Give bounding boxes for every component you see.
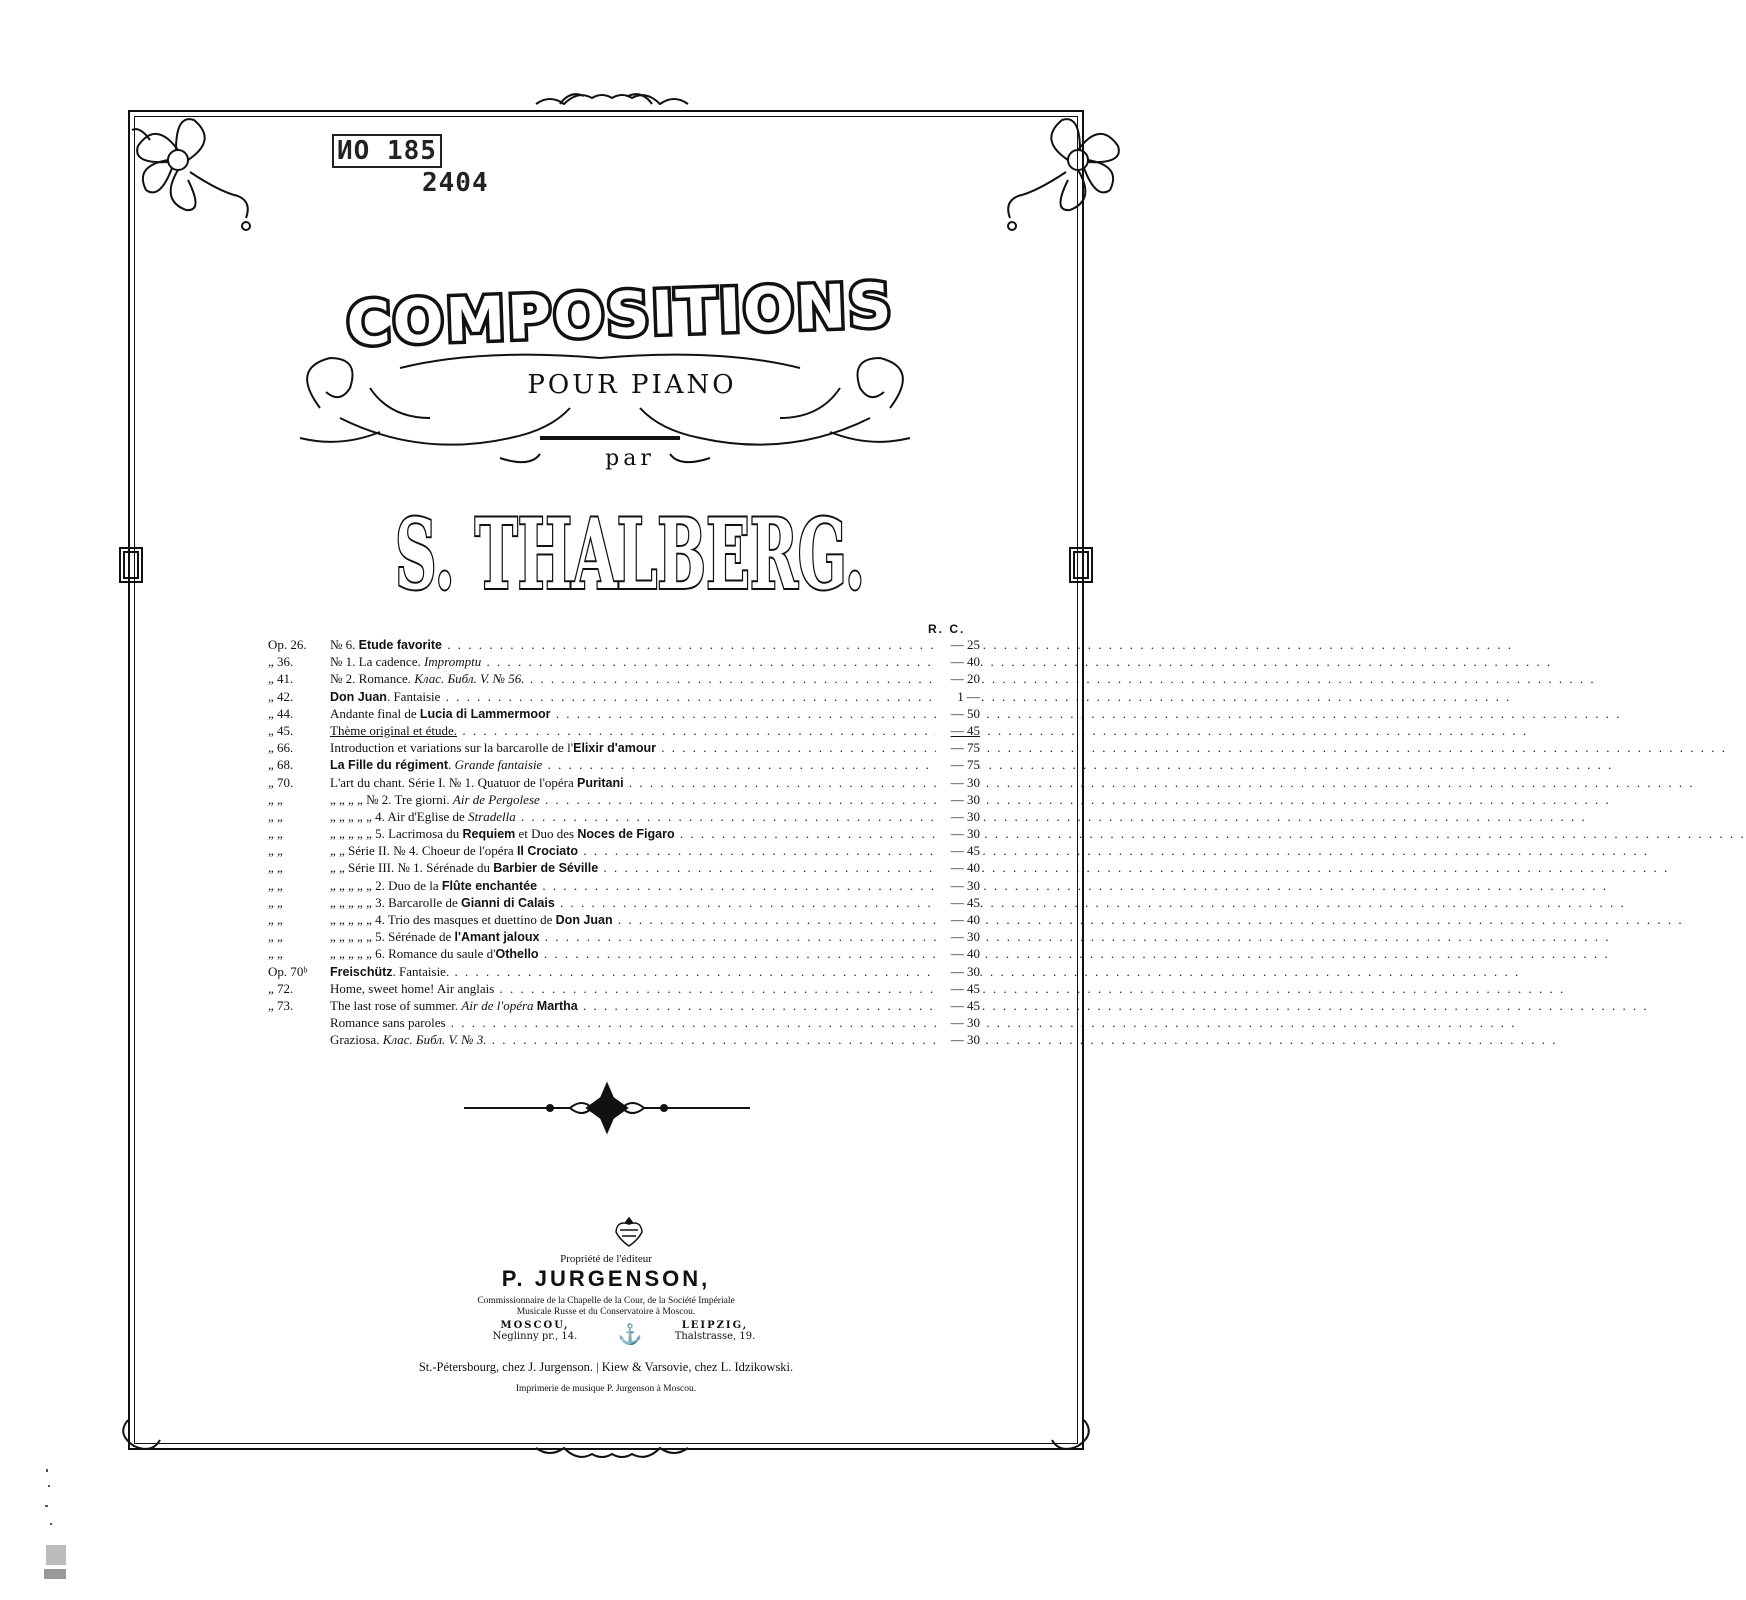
work-opus: „ 68. — [268, 757, 294, 773]
work-row — [268, 963, 980, 980]
work-price: — 30 — [936, 808, 980, 825]
work-opus: „ „ — [268, 860, 283, 876]
work-opus: „ 73. — [268, 997, 294, 1013]
work-title — [330, 756, 936, 774]
work-opus: „ „ — [268, 791, 283, 807]
work-row — [268, 756, 980, 773]
work-title — [330, 636, 936, 654]
work-title-segment: . Fantaisie. — [392, 963, 450, 979]
work-opus: „ „ — [268, 894, 283, 910]
price-column-header: R. C. — [928, 622, 966, 636]
publisher-property-note: Propriété de l'éditeur — [560, 1253, 652, 1265]
work-title-segment: Etude favorite — [358, 638, 443, 652]
work-title — [330, 859, 936, 877]
title-text: COMPOSITIONS — [345, 270, 895, 360]
work-title-segment: Don Juan — [330, 689, 387, 704]
work-title-segment: La Fille du régiment — [330, 758, 449, 773]
work-title-segment: Air de Pergolese — [452, 791, 540, 807]
by-line: par — [605, 446, 655, 471]
work-row — [268, 722, 980, 739]
work-opus: „ 42. — [268, 688, 294, 704]
work-title — [330, 653, 936, 670]
work-opus: Op. 70ᵇ — [268, 963, 308, 979]
work-row — [268, 825, 980, 842]
address-moscow — [470, 1320, 600, 1342]
work-title-segment: . — [448, 757, 455, 773]
work-opus: „ „ — [268, 843, 283, 859]
work-title-segment: et Duo des — [515, 826, 578, 842]
work-title-segment: Don Juan — [555, 913, 613, 927]
work-opus: „ „ — [268, 877, 283, 893]
work-price: — 75 — [936, 739, 980, 756]
work-title — [330, 945, 936, 963]
work-price: — 40 — [936, 945, 980, 962]
work-price: — 30 — [936, 928, 980, 945]
work-title-segment: Клас. Библ. V. № 56. — [414, 671, 525, 687]
work-title-segment: „ „ „ „ „ 2. Duo de la — [330, 877, 442, 893]
work-title-segment: „ „ „ „ „ 3. Barcarolle de — [330, 894, 462, 910]
publisher-commission — [300, 1296, 912, 1318]
scan-artifacts — [40, 1465, 70, 1585]
publisher-agents: St.-Pétersbourg, chez J. Jurgenson. | Kiew & Varsovie, chez L. Idzikowski. — [418, 1360, 794, 1374]
work-row — [268, 928, 980, 945]
work-title-segment: Grande fantaisie — [454, 757, 543, 773]
work-title-segment: № 1. La cadence. — [330, 654, 424, 670]
publisher-addresses — [470, 1320, 790, 1360]
work-title — [330, 739, 936, 757]
anchor-symbol-icon: ⚓ — [617, 1322, 643, 1346]
work-price: — 40 — [936, 911, 980, 928]
work-title-segment: „ „ „ „ „ 5. Sérénade de — [330, 929, 455, 945]
work-title-segment: Elixir d'amour — [573, 741, 656, 756]
work-title — [330, 825, 936, 843]
work-price: — 30 — [936, 791, 980, 808]
work-row — [268, 670, 980, 687]
work-title-segment: „ „ Série II. № 4. Choeur de l'opéra — [330, 843, 517, 859]
work-row — [268, 705, 980, 722]
work-row — [268, 877, 980, 894]
work-title — [330, 1031, 936, 1048]
work-row — [268, 894, 980, 911]
work-opus: „ 45. — [268, 722, 294, 738]
work-title-segment: № 6. — [330, 637, 359, 652]
library-stamp — [332, 134, 489, 198]
work-row — [268, 653, 980, 670]
work-row — [268, 997, 980, 1014]
work-row — [268, 911, 980, 928]
work-price: — 45 — [936, 722, 980, 739]
work-title-segment: Lucia di Lammermoor — [419, 706, 551, 721]
commission-line-2: Musicale Russe et du Conservatoire à Moscou. — [516, 1307, 696, 1317]
work-title-segment: № 2. Romance. — [330, 671, 415, 687]
work-opus: „ 36. — [268, 654, 294, 670]
work-title-segment: „ „ Série III. № 1. Sérénade du — [330, 860, 494, 876]
work-title-segment: Romance sans paroles — [330, 1015, 446, 1031]
work-title-segment: Impromptu — [423, 654, 482, 670]
work-title-segment: Home, sweet home! Air anglais — [330, 980, 495, 996]
work-title-segment: Il Crociato — [516, 844, 579, 859]
work-price: — 40 — [936, 859, 980, 876]
work-title-segment: „ „ „ „ „ 4. Air d'Eglise de — [330, 808, 469, 824]
work-opus: „ „ — [268, 826, 283, 842]
work-title — [330, 963, 936, 981]
work-title-segment: „ „ „ „ „ 6. Romance du saule d' — [330, 946, 496, 962]
city-leipzig: LEIPZIG, — [681, 1320, 749, 1331]
work-price: — 30 — [936, 774, 980, 791]
work-title — [330, 670, 936, 687]
work-price: — 20 — [936, 670, 980, 687]
commission-line-1: Commissionnaire de la Chapelle de la Cour, de la Société Impériale — [477, 1296, 735, 1306]
work-opus: „ 72. — [268, 980, 294, 996]
title-compositions — [345, 255, 895, 365]
work-price: — 30 — [936, 1031, 980, 1048]
work-row — [268, 808, 980, 825]
work-title-segment: L'art du chant. Série I. № 1. Quatuor de l'opéra — [330, 774, 578, 790]
work-title — [330, 791, 936, 808]
work-price: 1 — — [936, 688, 980, 705]
street-leipzig: Thalstrasse, 19. — [674, 1331, 756, 1342]
work-title-segment: „ „ „ „ „ 4. Trio des masques et duettino de — [330, 912, 556, 927]
work-price: — 30 — [936, 877, 980, 894]
work-title-segment: Thème original et étude. — [330, 722, 458, 738]
corner-flower-top-left — [132, 119, 250, 230]
work-title-segment: Freischütz — [330, 964, 393, 979]
work-price: — 50 — [936, 705, 980, 722]
work-row — [268, 739, 980, 756]
work-price: — 45 — [936, 842, 980, 859]
work-price: — 45 — [936, 894, 980, 911]
work-opus: „ 70. — [268, 774, 294, 790]
subtitle: POUR PIANO — [527, 370, 737, 400]
work-opus: „ 41. — [268, 671, 294, 687]
work-row — [268, 980, 980, 997]
work-row — [268, 791, 980, 808]
work-price: — 45 — [936, 997, 980, 1014]
work-title-segment: Puritani — [577, 775, 624, 790]
work-title — [330, 842, 936, 860]
work-title-segment: Andante final de — [330, 705, 420, 721]
work-price: — 45 — [936, 980, 980, 997]
work-title-segment: Othello — [495, 947, 539, 962]
publisher-name: P. JURGENSON, — [501, 1266, 711, 1291]
city-moscow: MOSCOU, — [500, 1320, 570, 1331]
work-row — [268, 859, 980, 876]
work-row — [268, 842, 980, 859]
work-title-segment: Gianni di Calais — [461, 895, 555, 910]
work-title — [330, 997, 936, 1015]
work-title — [330, 722, 936, 739]
work-title-segment: Introduction et variations sur la barcarolle de l' — [330, 740, 574, 756]
work-opus: Op. 26. — [268, 637, 307, 652]
work-opus: „ „ — [268, 808, 283, 824]
street-moscow: Neglinny pr., 14. — [492, 1331, 578, 1342]
work-title-segment: Flûte enchantée — [441, 878, 538, 893]
work-price: — 75 — [936, 756, 980, 773]
work-row — [268, 636, 980, 653]
work-title-segment: Air de l'opéra — [461, 997, 534, 1013]
work-title-segment: Клас. Библ. V. № 3. — [382, 1032, 487, 1048]
work-title — [330, 877, 936, 895]
work-title-segment: Stradella — [468, 808, 516, 824]
work-price: — 30 — [936, 963, 980, 980]
corner-flower-top-right — [1008, 119, 1119, 230]
imperial-eagle-icon — [614, 1214, 644, 1250]
work-title — [330, 980, 936, 997]
work-opus: „ „ — [268, 912, 283, 927]
work-title — [330, 705, 936, 723]
work-title — [330, 894, 936, 912]
work-title — [330, 774, 936, 792]
printer-note: Imprimerie de musique P. Jurgenson à Moscou. — [515, 1384, 697, 1394]
work-title — [330, 911, 936, 929]
address-leipzig — [640, 1320, 790, 1342]
work-row — [268, 1031, 980, 1048]
work-title-segment: . Fantaisie — [386, 688, 441, 704]
work-opus: „ 66. — [268, 740, 294, 756]
works-list — [268, 636, 980, 1049]
work-title-segment: l'Amant jaloux — [454, 930, 540, 945]
work-title-segment: Requiem — [462, 827, 516, 842]
work-title — [330, 808, 936, 825]
work-opus: „ „ — [268, 929, 283, 945]
work-price: — 25 — [936, 636, 980, 653]
work-title-segment: Barbier de Séville — [493, 861, 599, 876]
work-title-segment: Graziosa. — [330, 1032, 383, 1048]
work-title-segment: The last rose of summer. — [330, 997, 462, 1013]
work-row — [268, 774, 980, 791]
work-title-segment: Martha — [536, 998, 578, 1013]
work-opus: „ „ — [268, 946, 283, 962]
work-row — [268, 1014, 980, 1031]
stamp-line-1: ИО 185 — [332, 134, 442, 168]
work-title — [330, 928, 936, 946]
stamp-line-2: 2404 — [422, 168, 489, 198]
work-title — [330, 1014, 936, 1031]
work-title-segment: „ „ „ „ „ 5. Lacrimosa du — [330, 826, 463, 842]
composer-text: S. THALBERG. — [395, 498, 865, 611]
work-price: — 30 — [936, 1014, 980, 1031]
work-price: — 40 — [936, 653, 980, 670]
work-opus: „ 44. — [268, 705, 294, 721]
work-title-segment: „ „ „ „ № 2. Tre giorni. — [330, 791, 453, 807]
work-row — [268, 688, 980, 705]
work-row — [268, 945, 980, 962]
work-price: — 30 — [936, 825, 980, 842]
composer-name — [390, 480, 870, 610]
work-title-segment: Noces de Figaro — [577, 827, 675, 842]
separator-ornament — [460, 1078, 754, 1138]
work-title — [330, 688, 936, 706]
